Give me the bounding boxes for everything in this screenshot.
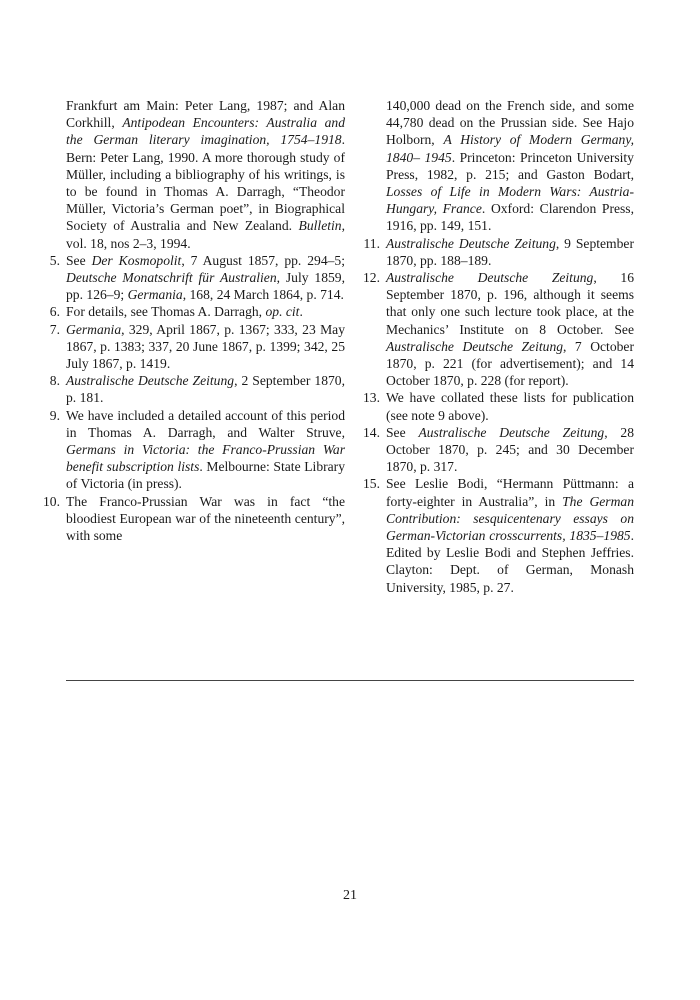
footnote-number: 11. xyxy=(363,235,380,251)
italic-text-run: Australische Deutsche Zeitung xyxy=(418,424,605,440)
italic-text-run: Deutsche Monatschrift für Australien xyxy=(66,270,277,286)
italic-text-run: Australische Deutsche Zeitung xyxy=(386,235,556,251)
text-run: . Oxford: Clarendon Press, 1916, pp. 149, 151. xyxy=(386,201,634,234)
text-run: . Princeton: Princeton University Press, 1982, p. 215; and Gaston Bodart, xyxy=(386,149,634,182)
footnote-item xyxy=(49,252,346,304)
text-run: . Bern: Peter Lang, 1990. A more thorough study of Müller, including a bibliography of his writings, is to be found in Thomas A. Darragh, “Theodor Müller, Victoria’s German poet”, in Biographical Society of Australia and New Zealand. xyxy=(66,132,345,234)
footnote-item xyxy=(49,321,345,373)
footnote-number: 7. xyxy=(49,321,60,337)
footnote-item xyxy=(363,269,634,389)
italic-text-run: Germans in Victoria: the Franco-Prussian War benefit subscription lists xyxy=(66,442,345,475)
italic-text-run: A History of Modern Germany, 1840– 1945 xyxy=(386,132,635,165)
footnote-number: 5. xyxy=(49,252,60,268)
text-run: See Leslie Bodi, “Hermann Püttmann: a forty-eighter in Australia”, in xyxy=(386,476,634,509)
text-run: , 168, 24 March 1864, p. 714. xyxy=(182,287,344,303)
footnote-continuation xyxy=(386,97,634,235)
footnote-number: 6. xyxy=(49,304,60,320)
footnote-text xyxy=(386,97,634,235)
italic-text-run: Antipodean Encounters: Australia and the German literary imagination, 1754–1918 xyxy=(66,115,345,148)
footnote-number: 15. xyxy=(363,476,380,492)
text-run: See xyxy=(386,424,419,440)
text-run: , 329, April 1867, p. 1367; 333, 23 May 1867, p. 1383; 337, 20 June 1867, p. 1399; 342, 25 July 1867, p. 1419. xyxy=(66,321,345,372)
italic-text-run: Losses of Life in Modern Wars: Austria-Hungary, France xyxy=(386,184,634,217)
footnote-text xyxy=(66,321,345,373)
text-run: , 9 September 1870, pp. 188–189. xyxy=(386,235,634,268)
footnote-number: 9. xyxy=(49,407,60,423)
footnote-item xyxy=(363,424,634,476)
footnote-number: 10. xyxy=(43,493,60,509)
footnote-text xyxy=(386,235,634,269)
footnote-text xyxy=(386,389,634,423)
footnote-rule xyxy=(66,680,634,681)
text-run: , vol. 18, nos 2–3, 1994. xyxy=(66,218,345,251)
text-run: For details, see Thomas A. Darragh, xyxy=(66,304,266,320)
footnote-text xyxy=(66,407,345,493)
footnote-continuation xyxy=(66,97,345,252)
footnote-item xyxy=(363,235,634,269)
footnote-number: 13. xyxy=(363,390,380,406)
footnote-item xyxy=(49,303,345,320)
text-run: . xyxy=(299,304,303,320)
footnote-text xyxy=(66,303,345,320)
italic-text-run: Australische Deutsche Zeitung xyxy=(386,270,594,286)
text-run: , 7 August 1857, pp. 294–5; xyxy=(181,252,346,268)
text-run: We have included a detailed account of this period in Thomas A. Darragh, and Walter Struve, xyxy=(66,407,345,440)
footnote-number: 8. xyxy=(49,373,60,389)
text-run: , 2 September 1870, p. 181. xyxy=(66,373,345,406)
footnote-text xyxy=(66,252,345,304)
text-run: , 16 September 1870, p. 196, although it seems that only one such lecture took place, at the Mechanics’ Institute on 8 October. See xyxy=(386,270,634,337)
footnotes-right-column xyxy=(358,97,634,596)
text-run: See xyxy=(66,252,92,268)
footnote-text xyxy=(66,97,345,252)
text-run: . Edited by Leslie Bodi and Stephen Jeffries. Clayton: Dept. of German, Monash University, 1985, p. 27. xyxy=(386,528,634,595)
text-run: , July 1859, pp. 126–9; xyxy=(66,270,345,303)
footnote-number: 12. xyxy=(363,270,380,286)
italic-text-run: Australische Deutsche Zeitung xyxy=(66,373,235,389)
italic-text-run: op. cit xyxy=(265,304,300,320)
footnotes-left-column xyxy=(43,97,346,544)
italic-text-run: Bulletin xyxy=(298,218,342,234)
text-run: , 28 October 1870, p. 245; and 30 December 1870, p. 317. xyxy=(386,424,634,475)
footnote-item xyxy=(363,475,634,595)
footnote-text xyxy=(66,493,345,545)
italic-text-run: The German Contribution: sesquicentenary essays on German-Victorian crosscurrents, 1835–1985 xyxy=(386,493,634,544)
text-run: Frankfurt am Main: Peter Lang, 1987; and Alan Corkhill, xyxy=(66,98,345,131)
footnote-text xyxy=(386,269,634,389)
text-run: , 7 October 1870, p. 221 (for advertisement); and 14 October 1870, p. 228 (for report). xyxy=(386,338,634,389)
footnote-item xyxy=(363,389,634,423)
italic-text-run: Australische Deutsche Zeitung xyxy=(386,338,564,354)
footnote-item xyxy=(43,493,345,545)
italic-text-run: Der Kosmopolit xyxy=(91,252,182,268)
footnote-text xyxy=(386,475,634,595)
italic-text-run: Germania xyxy=(66,321,122,337)
text-run: We have collated these lists for publication (see note 9 above). xyxy=(386,390,634,423)
footnote-number: 14. xyxy=(363,424,380,440)
text-run: The Franco-Prussian War was in fact “the bloodiest European war of the nineteenth century”, with some xyxy=(66,493,345,544)
text-run: 140,000 dead on the French side, and some 44,780 dead on the Prussian side. See Hajo Holborn, xyxy=(386,98,634,148)
footnote-item xyxy=(49,407,345,493)
footnote-text xyxy=(386,424,634,476)
text-run: . Melbourne: State Library of Victoria (in press). xyxy=(66,459,345,492)
footnote-text xyxy=(66,372,345,406)
page-number: 21 xyxy=(343,888,357,903)
italic-text-run: Germania xyxy=(127,287,183,303)
footnote-item xyxy=(49,372,345,406)
